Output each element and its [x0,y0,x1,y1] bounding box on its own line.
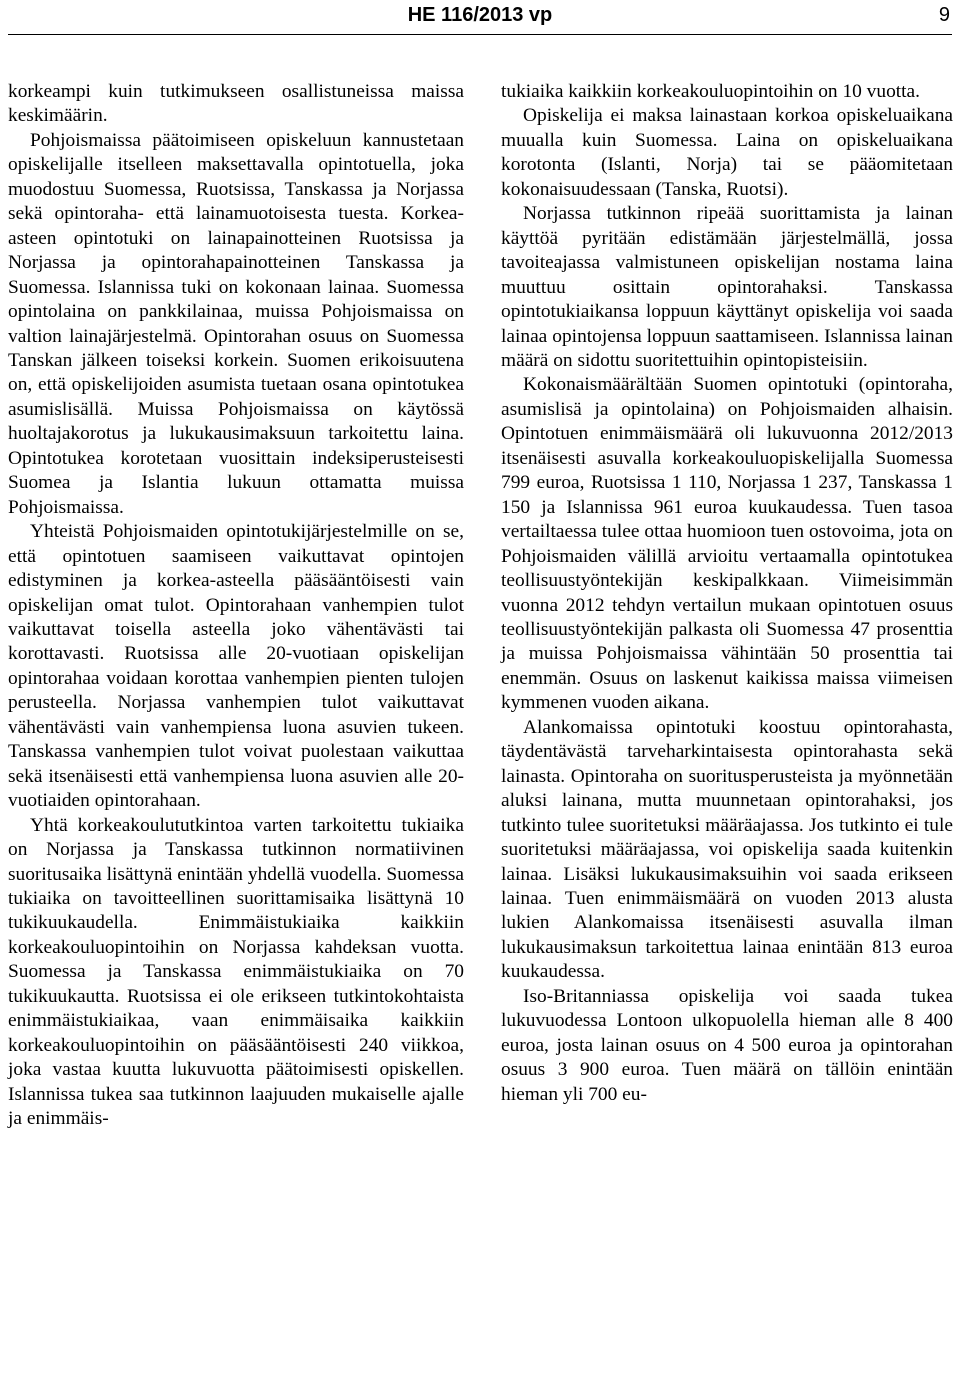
paragraph: Kokonaismäärältään Suomen opintotuki (opintoraha, asumislisä ja opintolaina) on Pohjoismaiden alhaisin. Opintotuen enimmäismäärä oli lukuvuonna 2012/2013 itsenäisesti asuvalla korkeakouluopiskelijalla Suomessa 799 euroa, Ruotsissa 1 110, Norjassa 1 237, Tanskassa 1 150 ja Islannissa 961 euroa kuukaudessa. Tuen tasoa vertailtaessa tulee ottaa huomioon tuen ostovoima, jota on Pohjoismaiden välillä arvioitu vertaamalla opintotukea teollisuustyöntekijän keskipalkkaan. Viimeisimmän vuonna 2012 tehdyn vertailun mukaan opintotuen osuus teollisuustyöntekijän palkasta oli Suomessa 47 prosenttia ja muissa Pohjoismaissa vähintään 50 prosenttia tai enemmän. Osuus on laskenut kaikissa maissa viimeisen kymmenen vuoden aikana. [501,374,953,714]
paragraph: Alankomaissa opintotuki koostuu opintorahasta, täydentävästä tarveharkintaisesta opintorahasta sekä lainasta. Opintoraha on suoritusperusteista ja myönnetään aluksi lainana, mutta muunnetaan opintorahaksi, jos tutkinto tulee suoritetuksi määräajassa. Jos tutkinto ei tule suoritetuksi määräajassa, voi opiskelija saada kuitenkin lainaa. Lisäksi lukukausimaksuihin voi saada erikseen lainaa. Tuen enimmäismäärä on vuoden 2013 alusta lukien Alankomaissa itsenäisesti asuvalla ilman lukukausimaksun tarkoitettua lainaa enintään 813 euroa kuukaudessa. [501,716,953,983]
page-header [8,0,952,35]
paragraph: Yhteistä Pohjoismaiden opintotukijärjestelmille on se, että opintotuen saamiseen vaikuttavat opintojen edistyminen ja korkea-asteella pääsääntöisesti vain opiskelijan omat tulot. Opintorahaan vanhempien tulot vaikuttavat toisella asteella joko vähentävästi tai korottavasti. Ruotsissa alle 20-vuotiaan opiskelijan opintorahaa voidaan korottaa vanhempien pienten tulojen perusteella. Norjassa vanhempien tulot vaikuttavat vähentävästi vain vanhempiensa luona asuvien tukeen. Tanskassa vanhempien tulot voivat puolestaan vaikuttaa sekä itsenäisesti että vanhempiensa luona asuvien alle 20-vuotiaiden opintorahaan. [8,521,464,812]
left-column [8,80,464,1131]
paragraph: tukiaika kaikkiin korkeakouluopintoihin on 10 vuotta. [501,81,920,102]
paragraph: Yhtä korkeakoulututkintoa varten tarkoitettu tukiaika on Norjassa ja Tanskassa tutkinnon normatiivinen suoritusaika lisättynä enintään yhdellä vuodella. Suomessa tukiaika on tavoitteellinen suorittamisaika lisättynä 10 tukikuukaudella. Enimmäistukiaika kaikkiin korkeakouluopintoihin on Norjassa kahdeksan vuotta. Suomessa ja Tanskassa enimmäistukiaika on 70 tukikuukautta. Ruotsissa ei ole erikseen tutkintokohtaista enimmäistukiaikaa, vaan enimmäisaika kaikkiin korkeakouluopintoihin on pääsääntöisesti 240 viikkoa, joka vastaa kuutta lukuvuotta päätoimisesti opiskellen. Islannissa tukea saa tutkinnon laajuuden mukaiselle ajalle ja enimmäis- [8,814,464,1130]
document-id: HE 116/2013 vp [407,4,553,26]
paragraph: Opiskelija ei maksa lainastaan korkoa opiskeluaikana muualla kuin Suomessa. Laina on opiskeluaikana korotonta (Islanti, Norja) tai se pääomitetaan kokonaisuudessaan (Tanska, Ruotsi). [501,105,953,200]
page-number: 9 [938,4,950,26]
paragraph: Pohjoismaissa päätoimiseen opiskeluun kannustetaan opiskelijalle itselleen maksettavalla opintotuella, joka muodostuu Suomessa, Ruotsissa, Tanskassa ja Norjassa sekä opintoraha- että lainamuotoisesta tuesta. Korkea-asteen opintotuki on lainapainotteinen Ruotsissa ja Norjassa ja opintorahapainotteinen Tanskassa ja Suomessa. Islannissa tuki on kokonaan lainaa. Suomessa opintolaina on pankkilainaa, muissa Pohjoismaissa on valtion lainajärjestelmä. Opintorahan osuus on Suomessa Tanskan jälkeen toiseksi korkein. Suomen erikoisuutena on, että opiskelijoiden asumista tuetaan osana opintotukea asumislisällä. Muissa Pohjoismaissa on käytössä huoltajakorotus ja lukukausimaksuun tarkoitettu laina. Opintotukea korotetaan vuosittain indeksiperusteisesti Suomea ja Islantia lukuun ottamatta muissa Pohjoismaissa. [8,129,464,518]
paragraph: Norjassa tutkinnon ripeää suorittamista ja lainan käyttöä pyritään edistämään järjestelmällä, jossa tavoiteajassa valmistuneen opiskelijan nostama laina muuttuu osittain opintorahaksi. Tanskassa opintotukiaikansa loppuun käyttänyt opiskelija voi saada lainaa opintojensa loppuun saattamiseen. Islannissa lainan määrä on sidottu suoritettuihin opintopisteisiin. [501,203,953,371]
paragraph: Iso-Britanniassa opiskelija voi saada tukea lukuvuodessa Lontoon ulkopuolella hieman alle 8 400 euroa, josta lainan osuus on 4 500 euroa ja opintorahan osuus 3 900 euroa. Tuen määrä on tällöin enintään hieman yli 700 eu- [501,985,953,1105]
paragraph: korkeampi kuin tutkimukseen osallistuneissa maissa keskimäärin. [8,81,464,127]
right-column [501,80,953,1107]
